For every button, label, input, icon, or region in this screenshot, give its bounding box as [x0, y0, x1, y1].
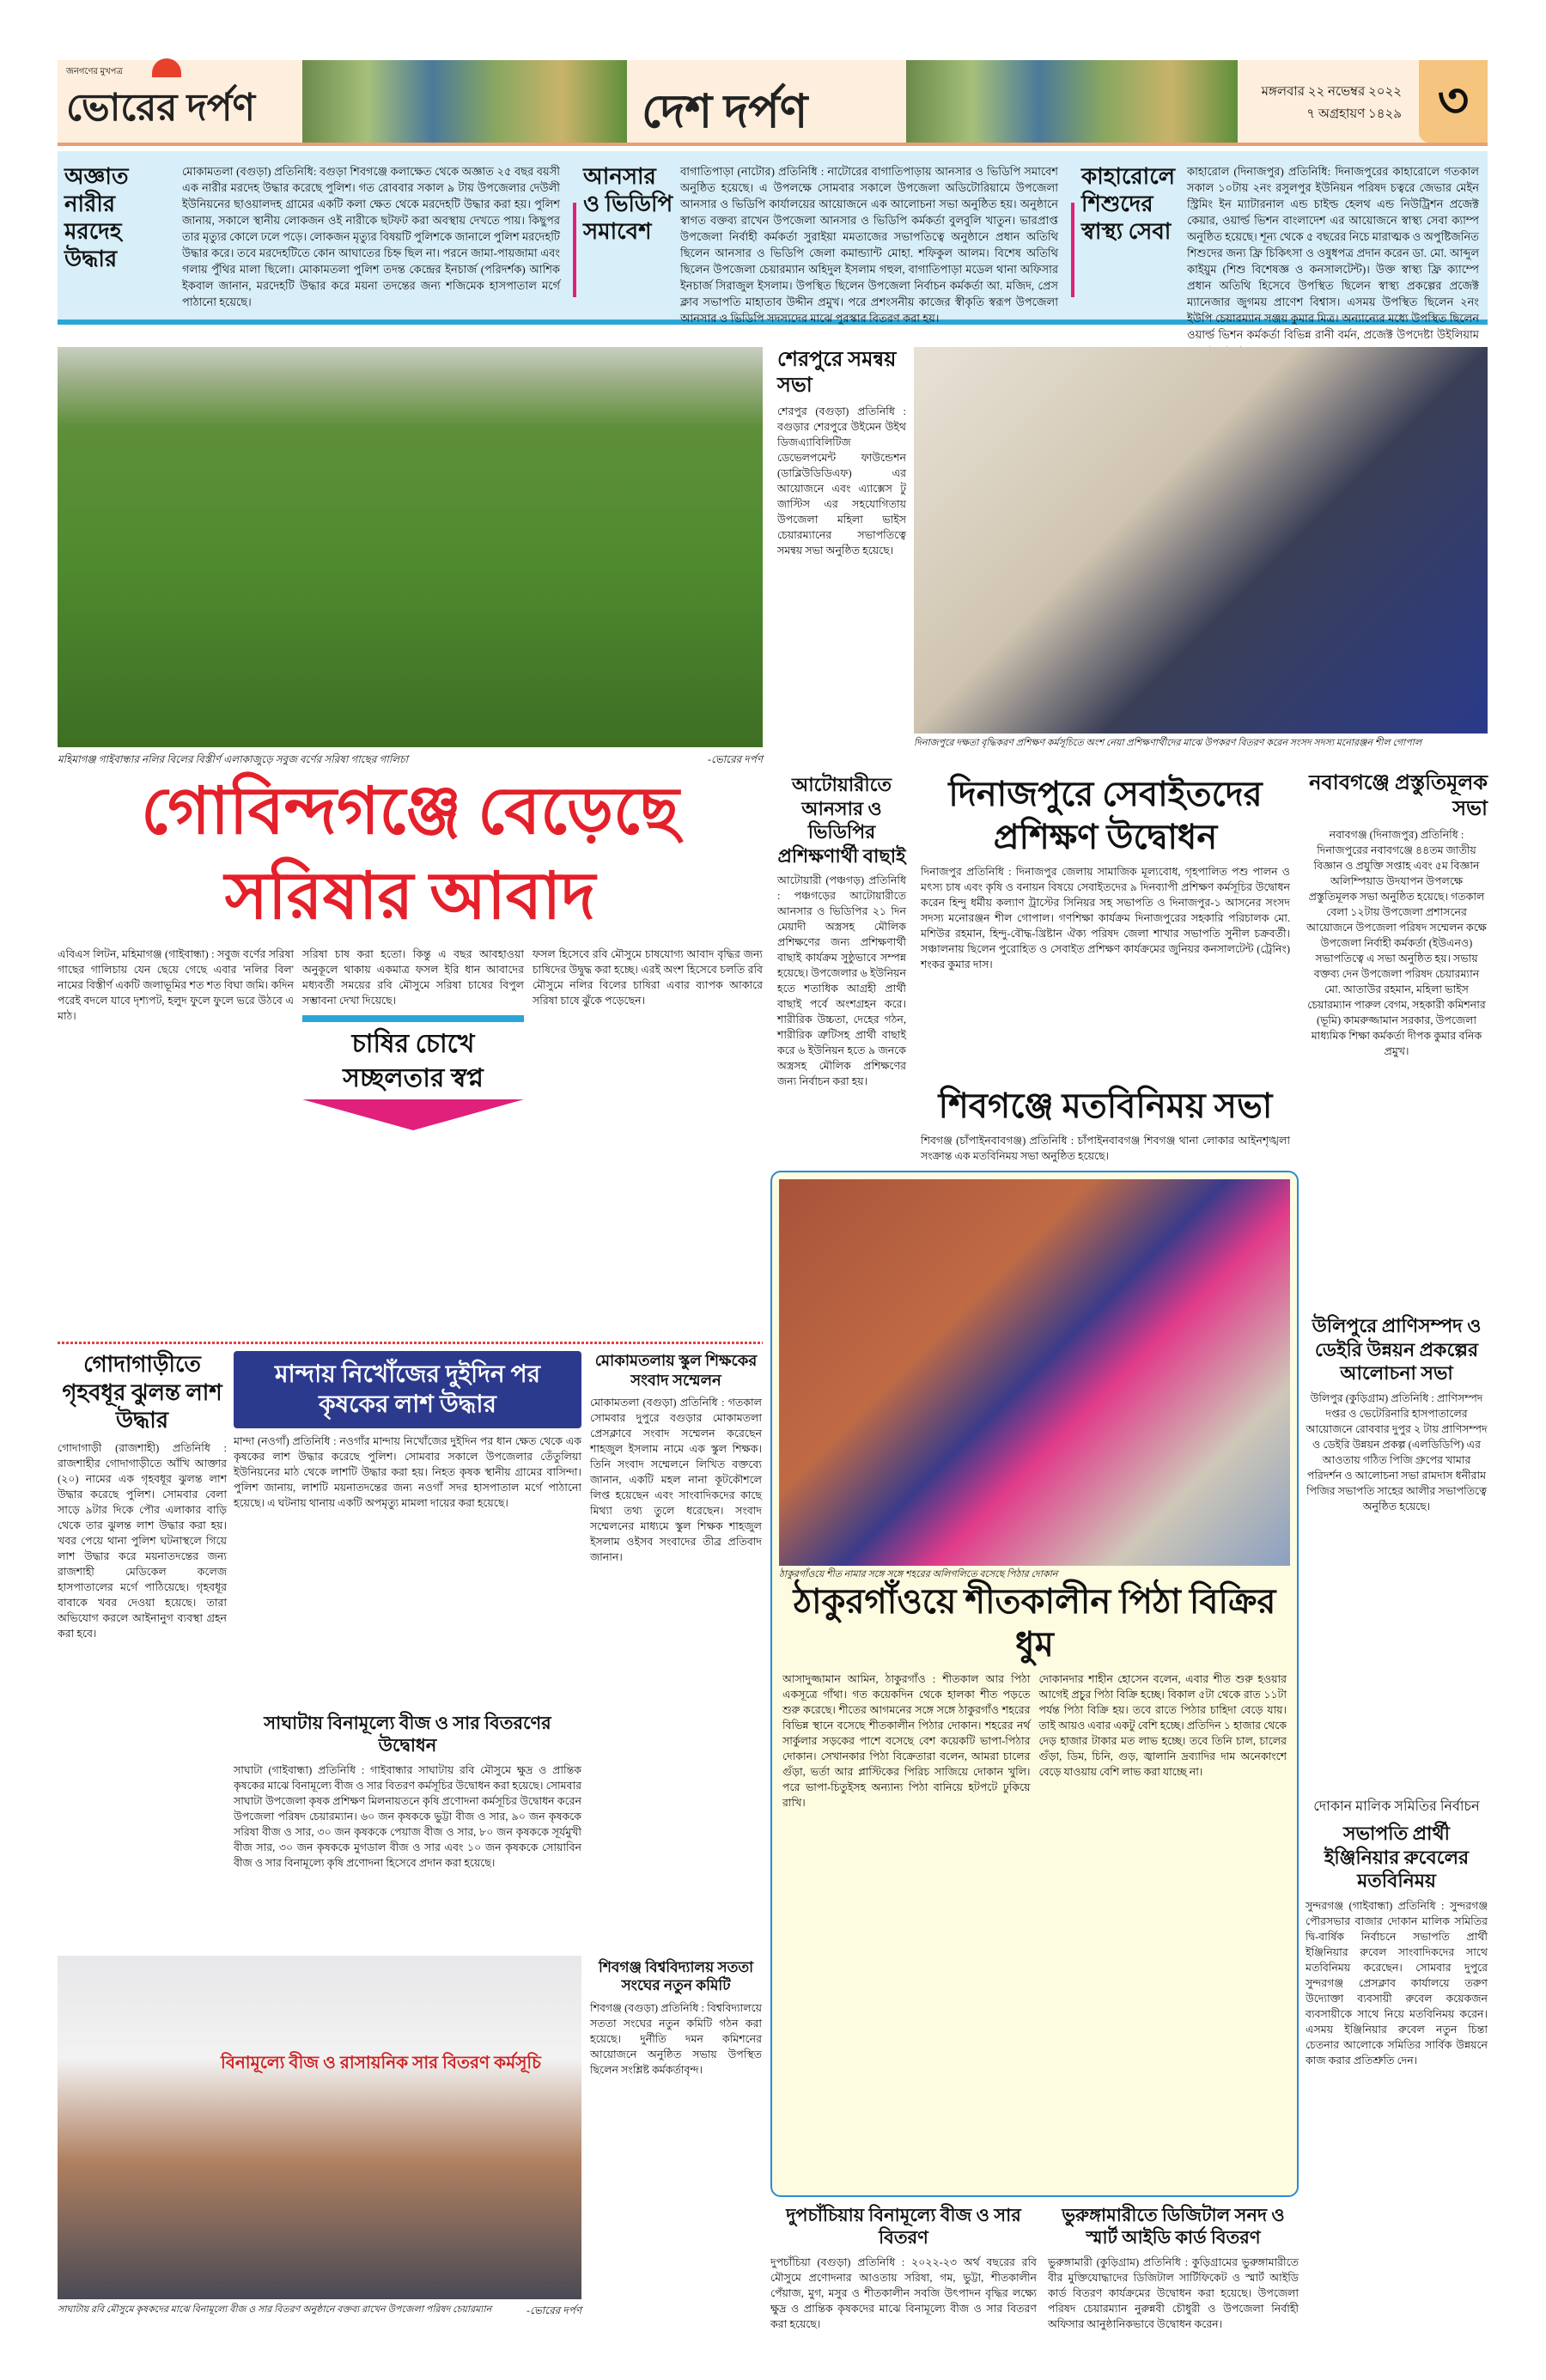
shibganj-uni-article	[590, 1958, 762, 2353]
sherpur-article	[777, 347, 906, 764]
bhurungamari-body: ভুরুঙ্গামারী (কুড়িগ্রাম) প্রতিনিধি : কুড়িগ্রামের ভুরুঙ্গামারীতে বীর মুক্তিযোদ্ধাদের ডিজিটাল সার্টিফিকেট ও স্মার্ট আইডি কার্ড বিতরণ কার্যক্রমের উদ্বোধন করা হয়েছে। উপজেলা পরিষদ চেয়ারম্যান নুরুন্নবী চৌধুরী ও উপজেলা নির্বাহী অফিসার আনুষ্ঠানিকভাবে উদ্বোধন করেন।	[1048, 2255, 1299, 2330]
teaser-body: মোকামতলা (বগুড়া) প্রতিনিধি: বগুড়া শিবগঞ্জে কলাক্ষেত থেকে অজ্ঞাত ২৫ বছর বয়সী এক নারীর মরদেহ উদ্ধার করেছে পুলিশ। গত রোববার সকাল ৯ টায় উপজেলার দেউলী ইউনিয়নের ছাওয়ালদহ গ্রামের একটি কলা ক্ষেত থেকে মরদেহটি উদ্ধার করা হয়। পুলিশ জানায়, সকালে স্থানীয় লোকজন ওই নারীকে ছটফট করা অবস্থায় দেখতে পায়। কিছুপর তার মৃত্যুর কোলে ঢলে পড়ে। লোকজন মৃত্যুর বিষয়টি পুলিশকে জানালে পুলিশ মরদেহটি উদ্ধার করে। তবে মরদেহটিতে কোন আঘাতের চিহ্ন ছিল না। পরনে জামা-পায়জামা এবং গলায় পুঁথির মালা ছিলো। মোকামতলা পুলিশ তদন্ত কেন্দ্রের ইনচার্জ (পরিদর্শক) আশিক ইকবাল জানান, মরদেহটি উদ্ধার করে ময়না তদন্তের জন্য শজিমেক হাসপাতাল মর্গে পাঠানো হয়েছে।	[182, 165, 560, 308]
subhead-arrow	[302, 1099, 524, 1130]
divider	[1071, 203, 1074, 297]
dupchanchia-headline: দুপচাঁচিয়ায় বিনামূল্যে বীজ ও সার বিতরণ	[786, 2205, 1021, 2249]
sundarganj-article	[1306, 1795, 1488, 2362]
newspaper-logo: ভোরের দর্পণ	[66, 87, 256, 129]
lead-body-col: সরিষা চাষ করা হতো। কিন্তু এ বছর আবহাওয়া অনুকূলে থাকায় একমাত্র ফসল ইরি ধান আবাদের মধ্যবর্তী সময়ের রবি মৌসুমে সরিষা চাষের বিপুল সম্ভাবনা দেখা দিয়েছে।	[302, 947, 524, 1007]
teaser-headline: কাহারোলে শিশুদের স্বাস্থ্য সেবা	[1081, 164, 1176, 244]
dinajpur-body: দিনাজপুর প্রতিনিধি : দিনাজপুর জেলায় সামাজিক মূল্যবোধ, গৃহপালিত পশু পালন ও মৎস্য চাষ এবং কৃষি ও বনায়ন বিষয়ে সেবাইতদের ৯ দিনব্যাপী প্রশিক্ষণ কর্মসূচির উদ্বোধন করেন হিন্দু ধর্মীয় কল্যাণ ট্রাস্টের সিনিয়র সহ সভাপতি ও দিনাজপুর-১ আসনের সংসদ সদস্য মনোরঞ্জন শীল গোপাল। গণশিক্ষা কার্যক্রম দিনাজপুরের সহকারি পরিচালক মো. মশিউর রহমান, হিন্দু-বৌদ্ধ-খ্রিষ্টান ঐক্য পরিষদ জেলা শাখার সভাপতি সুনীল চক্রবর্তী। সঞ্চালনায় ছিলেন পুরোহিত ও সেবাইত প্রশিক্ষণ কার্যক্রমের জুনিয়র কনসালটেন্ট (ট্রেনিং) শংকর কুমার দাস।	[921, 866, 1290, 971]
sherpur-body: শেরপুর (বগুড়া) প্রতিনিধি : বগুড়ার শেরপুরে উইমেন উইথ ডিজএ্যাবিলিটিজ ডেভেলপমেন্ট ফাউন্ডেশন (ডাব্লিউডিডিএফ) এর আয়োজনে এবং এ্যাক্সেস টু জাস্টিস এর সহযোগিতায় উপজেলা মহিলা ভাইস চেয়ারম্যানের সভাপতিত্বে সমন্বয় সভা অনুষ্ঠিত হয়েছে।	[777, 405, 906, 557]
pitha-columns	[779, 1671, 1290, 2188]
atwari-headline: আটোয়ারীতে আনসার ও ভিডিপির প্রশিক্ষণার্থী বাছাই	[777, 774, 906, 867]
date-bengali: ৭ অগ্রহায়ণ ১৪২৯	[1306, 107, 1402, 121]
godagari-headline: গোদাগাড়ীতে গৃহবধূর ঝুলন্ত লাশ উদ্ধার	[62, 1352, 222, 1433]
masthead-tagline: জনগণের মুখপত্র	[66, 67, 123, 76]
pitha-stall-photo	[779, 1179, 1290, 1566]
teaser-strip	[58, 151, 1488, 341]
dupchanchia-article	[770, 2204, 1037, 2363]
teaser-headline: অজ্ঞাত নারীর মরদেহ উদ্ধার	[64, 164, 129, 271]
photo-caption: ঠাকুরগাঁওয়ে শীত নামার সঙ্গে সঙ্গে শহরের অলিগলিতে বসেছে পিঠার দোকান	[779, 1569, 1058, 1580]
photo-caption: সাঘাটায় রবি মৌসুমে কৃষকদের মাঝে বিনামূল্যে বীজ ও সার বিতরণ অনুষ্ঠানে বক্তব্য রাখেন উপজেলা পরিষদ চেয়ারম্যান	[58, 2304, 492, 2315]
photo-caption: মহিমাগঞ্জ গাইবান্ধার নলির বিলের বিস্তীর্ণ এলাকাজুড়ে সবুজ বর্ণের সরিষা গাছের গালিচা	[58, 753, 409, 765]
nawabganj-headline: নবাবগঞ্জে প্রস্তুতিমূলক সভা	[1309, 772, 1488, 820]
manda-body: মান্দা (নওগাঁ) প্রতিনিধি : নওগাঁর মান্দায় নিখোঁজের দুইদিন পর ধান ক্ষেত থেকে এক কৃষকের লাশ উদ্ধার করেছে পুলিশ। সোমবার সকালে উপজেলার তেঁতুলিয়া ইউনিয়নের মাঠ থেকে লাশটি উদ্ধার করা হয়। নিহত কৃষক স্থানীয় গ্রামের বাসিন্দা। পুলিশ জানায়, লাশটি ময়নাতদন্তের জন্য নওগাঁ সদর হাসপাতাল মর্গে পাঠানো হয়েছে। এ ঘটনায় থানায় একটি অপমৃত্যু মামলা দায়ের করা হয়েছে।	[234, 1435, 581, 1509]
dupchanchia-body: দুপচাঁচিয়া (বগুড়া) প্রতিনিধি : ২০২২-২৩ অর্থ বছরের রবি মৌসুমে প্রণোদনার আওতায় সরিষা, গম, ভুট্টা, শীতকালীন পেঁয়াজ, মুগ, মসুর ও শীতকালীন সবজি উৎপাদন বৃদ্ধির লক্ষ্যে ক্ষুদ্র ও প্রান্তিক কৃষকদের মাঝে বিনামূল্যে বীজ ও সার বিতরণ করা হয়েছে।	[770, 2255, 1037, 2330]
manda-headline: মান্দায় নিখোঁজের দুইদিন পর কৃষকের লাশ উদ্ধার	[234, 1351, 581, 1428]
shaghata-body: সাঘাটা (গাইবান্ধা) প্রতিনিধি : গাইবান্ধার সাঘাটায় রবি মৌসুমে ক্ষুদ্র ও প্রান্তিক কৃষকের মাঝে বিনামূল্যে বীজ ও সার বিতরণ কর্মসূচির উদ্বোধন করা হয়েছে। সোমবার সাঘাটা উপজেলা কৃষক প্রশিক্ষণ মিলনায়তনে কৃষি প্রণোদনা কর্মসূচির উদ্বোধন করেন উপজেলা পরিষদ চেয়ারম্যান। ৬০ জন কৃষককে ভুট্টা বীজ ও সার, ৯০ জন কৃষককে সরিষা বীজ ও সার, ৩০ জন কৃষককে পেয়াজ বীজ ও সার, ৮০ জন কৃষককে সূর্যমুখী বীজ সার, ৩০ জন কৃষককে মুগডাল বীজ ও সার এবং ১০ জন কৃষককে সোয়াবিন বীজ ও সার বিনামূল্যে কৃষি প্রণোদনা হিসেবে প্রদান করা হয়েছে।	[234, 1763, 581, 1869]
lead-headline: গোবিন্দগঞ্জে বেড়েছে সরিষার আবাদ	[141, 776, 679, 933]
shibganj-uni-headline: শিবগঞ্জ বিশ্ববিদ্যালয় সততা সংঘের নতুন কমিটি	[598, 1959, 754, 1994]
lead-middle-col	[302, 947, 524, 1336]
dinajpur-headline: দিনাজপুরে সেবাইতদের প্রশিক্ষণ উদ্বোধন	[948, 775, 1263, 856]
manda-article	[234, 1351, 581, 1705]
ulipur-body: উলিপুর (কুড়িগ্রাম) প্রতিনিধি : প্রাণিসম্পদ দপ্তর ও ভেটেরিনারি হাসপাতালের আয়োজনে রোববার দুপুর ২ টায় প্রাণিসম্পদ ও ডেইরি উন্নয়ন প্রকল্প (এলডিডিপি) এর আওতায় গঠিত পিজি গ্রুপের খামার পরিদর্শন ও আলোচনা সভা রামদাস ধনীরাম পিজির সভাপতি সাহের আলীর সভাপতিত্বে অনুষ্ঠিত হয়েছে।	[1306, 1391, 1488, 1513]
lead-subhead: চাষির চোখে সচ্ছলতার স্বপ্ন	[343, 1029, 484, 1093]
shibganj-body: শিবগঞ্জ (চাঁপাইনবাবগঞ্জ) প্রতিনিধি : চাঁপাইনবাবগঞ্জ শিবগঞ্জ থানা লোকার আইনশৃঙ্খলা সংক্রান্ত এক মতবিনিময় সভা অনুষ্ঠিত হয়েছে।	[921, 1135, 1290, 1162]
nawabganj-body: নবাবগঞ্জ (দিনাজপুর) প্রতিনিধি : দিনাজপুরের নবাবগঞ্জে ৪৪তম জাতীয় বিজ্ঞান ও প্রযুক্তি সপ্তাহ এবং ৫ম বিজ্ঞান অলিম্পিয়াড উদযাপন উপলক্ষে প্রস্তুতিমূলক সভা অনুষ্ঠিত হয়েছে। গতকাল বেলা ১২টায় উপজেলা প্রশাসনের আয়োজনে উপজেলা পরিষদ সম্মেলন কক্ষে উপজেলা নির্বাহী কর্মকর্তা (ইউএনও) সভাপতিত্বে এ সভা অনুষ্ঠিত হয়। সভায় বক্তব্য দেন উপজেলা পরিষদ চেয়ারম্যান মো. আতাউর রহমান, মহিলা ভাইস চেয়ারম্যান পারুল বেগম, সহকারী কমিশনার (ভূমি) কামরুজ্জামান সরকার, উপজেলা মাধ্যমিক শিক্ষা কর্মকর্তা দীপক কুমার বনিক প্রমুখ।	[1306, 829, 1487, 1057]
seed-photo-caption-row	[58, 2304, 581, 2317]
sundarganj-headline: সভাপতি প্রার্থী ইঞ্জিনিয়ার রুবেলের মতবিনিময়	[1324, 1823, 1470, 1891]
lead-subhead-box	[302, 1015, 524, 1130]
godagari-body: গোদাগাড়ী (রাজশাহী) প্রতিনিধি : রাজশাহীর গোদাগাড়ীতে আঁখি আক্তার (২০) নামের এক গৃহবধূর ঝুলন্ত লাশ উদ্ধার করেছে পুলিশ। সোমবার বেলা সাড়ে ৯টার দিকে পৌর এলাকার বাড়ি থেকে তার ঝুলন্ত লাশ উদ্ধার করা হয়। খবর পেয়ে থানা পুলিশ ঘটনাস্থলে গিয়ে লাশ উদ্ধার করে ময়নাতদন্তের জন্য রাজশাহী মেডিকেল কলেজ হাসপাতালের মর্গে পাঠিয়েছে। গৃহবধূর বাবাকে খবর দেওয়া হয়েছে। তারা অভিযোগ করলে আইনানুগ ব্যবস্থা গ্রহন করা হবে।	[58, 1441, 227, 1640]
photo-credit: -ভোরের দর্পণ	[707, 753, 763, 765]
mokamtola-body: মোকামতলা (বগুড়া) প্রতিনিধি : গতকাল সোমবার দুপুরে বগুড়ার মোকামতলা প্রেসক্লাবে সংবাদ সম্মেলন করেছেন শাহজুল ইসলাম নামে এক স্কুল শিক্ষক। তিনি সংবাদ সম্মেলনে লিখিত বক্তব্যে জানান, একটি মহল নানা কূটকৌশলে লিপ্ত হয়েছেন এবং সাংবাদিকদের কাছে মিথ্যা তথ্য তুলে ধরেছেন। সংবাদ সম্মেলনের মাধ্যমে স্কুল শিক্ষক শাহজুল ইসলাম ওইসব সংবাদের তীব্র প্রতিবাদ জানান।	[590, 1397, 762, 1563]
ulipur-headline: উলিপুরে প্রাণিসম্পদ ও ডেইরি উন্নয়ন প্রকল্পের আলোচনা সভা	[1312, 1315, 1482, 1384]
pitha-body-col: আসাদুজ্জামান আমিন, ঠাকুরগাঁও : শীতকাল আর পিঠা একসূত্রে গাঁথা। গত কয়েকদিন থেকে হালকা শীত পড়তে শুরু করেছে। শীতের আগমনের সঙ্গে সঙ্গে ঠাকুরগাঁও শহরের বিভিন্ন স্থানে বসেছে শীতকালীন পিঠার দোকান। শহরের নর্থ সার্কুলার সড়কের পাশে বসেছে বেশ কয়েকটি ভাপা-পিঠার দোকান। সেখানকার পিঠা বিক্রেতারা বলেন, আমরা চালের গুঁড়া, ভর্তা আর প্লাস্টিকের পিরিচ সাজিয়ে দোকান খুলি। পরে ভাপা-চিতুইসহ অন্যান্য পিঠা বানিয়ে হটপটে ঢুকিয়ে রাখি।	[782, 1673, 1031, 1809]
pitha-headline: ঠাকুরগাঁওয়ে শীতকালীন পিঠা বিক্রির ধুম	[793, 1582, 1276, 1664]
sundarganj-body: সুন্দরগঞ্জ (গাইবান্ধা) প্রতিনিধি : সুন্দরগঞ্জ পৌরসভার বাজার দোকান মালিক সমিতির দ্বি-বার্ষিক নির্বাচনে সভাপতি প্রার্থী ইঞ্জিনিয়ার রুবেল সাংবাদিকদের সাথে মতবিনিময় করেছেন। সোমবার দুপুরে সুন্দরগঞ্জ প্রেসক্লাব কার্যালয়ে তরুণ উদ্যোক্তা ব্যবসায়ী রুবেল কয়েকজন ব্যবসায়ীকে সাথে নিয়ে মতবিনিময় করেন। এসময় ইঞ্জিনিয়ার রুবেল নতুন চিন্তা চেতনার আলোকে সমিতির সার্বিক উন্নয়নে কাজ করার প্রতিশ্রুতি দেন।	[1306, 1899, 1488, 2067]
section-title: দেশ দর্পণ	[642, 86, 808, 137]
mokamtola-article	[590, 1351, 762, 1944]
divider	[573, 203, 576, 297]
nawabganj-article	[1306, 770, 1488, 1307]
mokamtola-headline: মোকামতলায় স্কুল শিক্ষকের সংবাদ সম্মেলন	[594, 1352, 758, 1389]
bhurungamari-article	[1048, 2204, 1299, 2363]
shibganj-uni-body: শিবগঞ্জ (বগুড়া) প্রতিনিধি : বিশ্ববিদ্যালয়ে সততা সংঘের নতুন কমিটি গঠন করা হয়েছে। দুর্নীতি দমন কমিশনের আয়োজনে অনুষ্ঠিত সভায় উপস্থিত ছিলেন সংশ্লিষ্ট কর্মকর্তাবৃন্দ।	[590, 2001, 762, 2076]
banner-text: বিনামূল্যে বীজ ও রাসায়নিক সার বিতরণ কর্মসূচি	[221, 2054, 541, 2073]
bhurungamari-headline: ভুরুঙ্গামারীতে ডিজিটাল সনদ ও স্মার্ট আইডি কার্ড বিতরণ	[1062, 2205, 1285, 2249]
lead-body-col: এবিএস লিটন, মহিমাগঞ্জ (গাইবান্ধা) : সবুজ বর্ণের সরিষা গাছের গালিচায় যেন ছেয়ে গেছে এবার 'নলির বিল' নামের বিস্তীর্ণ একটি জলাভূমির শত শত বিঘা জমি। কদিন পরেই বদলে যাবে দৃশ্যপট, হলুদ ফুলে ফুলে ভরে উঠবে এ মাঠ।	[58, 947, 294, 1022]
dinajpur-shibganj-column	[921, 773, 1290, 1164]
atwari-article	[777, 773, 906, 1164]
photo-caption: দিনাজপুরে দক্ষতা বৃদ্ধিকরণ প্রশিক্ষণ কর্মসূচিতে অংশ নেয়া প্রশিক্ষণার্থীদের মাঝে উপকরণ বিতরণ করেন সংসদ সদস্য মনোরঞ্জন শীল গোপাল	[914, 738, 1422, 748]
sun-logo-icon	[152, 58, 181, 77]
atwari-body: আটোয়ারী (পঞ্চগড়) প্রতিনিধি : পঞ্চগড়ের আটোয়ারীতে আনসার ও ভিডিপির ২১ দিন মেয়াদী অস্ত্রসহ মৌলিক প্রশিক্ষণের জন্য প্রশিক্ষণার্থী বাছাই কার্যক্রম সুষ্ঠুভাবে সম্পন্ন হয়েছে। উপজেলার ৬ ইউনিয়ন হতে শতাধিক আগ্রহী প্রার্থী বাছাই পর্বে অংশগ্রহন করে। শারীরিক উচ্চতা, দেহের গঠন, শারীরিক ত্রুটিসহ প্রার্থী বাছাই করে ৬ ইউনিয়ন হতে ৯ জনকে অস্ত্রসহ মৌলিক প্রশিক্ষণের জন্য নির্বাচন করা হয়।	[777, 874, 906, 1087]
masthead	[58, 60, 1488, 146]
sundarganj-label: দোকান মালিক সমিতির নির্বাচন	[1313, 1799, 1480, 1814]
lead-columns	[58, 947, 763, 1336]
divider	[58, 1342, 763, 1344]
pitha-body-col: দোকানদার শাহীন হোসেন বলেন, এবার শীত শুরু হওয়ার আগেই প্রচুর পিঠা বিক্রি হচ্ছে। বিকাল ৫টা থেকে রাত ১১টা পর্যন্ত পিঠা বিক্রি হয়। তবে রাতে পিঠার চাহিদা বেড়ে যায়। তাই আয়ও এবার একটু বেশি হচ্ছে। প্রতিদিন ১ হাজার থেকে দেড় হাজার টাকার মত লাভ হচ্ছে। তবে তিনি চাল, চালের গুঁড়া, ডিম, চিনি, গুড়, জ্বালানি দ্রব্যাদির দাম অনেকাংশে বেড়ে যাওয়ায় বেশি লাভ করা যাচ্ছে না।	[1038, 1673, 1287, 1778]
teaser-headline: আনসার ও ভিডিপি সমাবেশ	[583, 164, 673, 244]
lead-body-col: ফসল হিসেবে রবি মৌসুমে চাষযোগ্য আবাদ বৃদ্ধির জন্য চাষিদের উদ্বুদ্ধ করা হচ্ছে। এরই অংশ হিসেবে চলতি রবি মৌসুমে নলির বিলের চাষিরা এবার ব্যাপক আকারে সরিষা চাষে ঝুঁকে পড়েছেন।	[533, 947, 763, 1007]
pitha-feature-box	[770, 1171, 1299, 2197]
page-number: ৩	[1419, 60, 1488, 143]
godagari-article	[58, 1351, 227, 1944]
teaser-body: কাহারোল (দিনাজপুর) প্রতিনিধি: দিনাজপুরের কাহারোলে গতকাল সকাল ১০টায় ২নং রসুলপুর ইউনিয়ন পরিষদ চত্বরে জেভার মেইন স্ট্রিমিং ইন ম্যাটারনাল এন্ড চাইল্ড হেলথ এন্ড নিউট্রিশন প্রজেক্ট কেয়ার, ওয়ার্ল্ড ভিশন বাংলাদেশ এর আয়োজনে স্বাস্থ্য সেবা ক্যাম্প অনুষ্ঠিত হয়েছে। শূন্য থেকে ৫ বছরের নিচে মারাত্মক ও অপুষ্টিজনিত শিশুদের জন্য ফ্রি চিকিৎসা ও ওষুধপত্র প্রদান করেন ডা. মো. আব্দুল কাইয়ুম (শিশু বিশেষজ্ঞ ও কনসালটেন্ট)। উক্ত স্বাস্থ্য ফ্রি ক্যাম্পে প্রধান অতিথি হিসেবে উপস্থিত ছিলেন স্বাস্থ্য প্রকল্পের প্রজেক্ট ম্যানেজার জুগময় প্রাণেশ বিশ্বাস। এসময় উপস্থিত ছিলেন ২নং ইউপি চেয়ারম্যান সঞ্জয় কুমার মিত্র। অন্যান্যের মধ্যে উপস্থিত ছিলেন ওয়ার্ল্ড ভিশন কর্মকর্তা বিভিন্ন রানী বর্মন, প্রজেক্ট উপদেষ্টা উইলিয়াম	[1187, 165, 1479, 341]
shaghata-headline: সাঘাটায় বিনামূল্যে বীজ ও সার বিতরণের উদ্বোধন	[264, 1713, 551, 1756]
lead-caption-row	[58, 752, 763, 766]
photo-credit: -ভোরের দর্পণ	[526, 2304, 581, 2316]
shibganj-headline: শিবগঞ্জে মতবিনিময় সভা	[938, 1087, 1273, 1125]
training-photo	[914, 347, 1488, 733]
header-photo-strip-left	[302, 60, 627, 143]
teaser-body: বাগাতিপাড়া (নাটোর) প্রতিনিধি : নাটোরের বাগাতিপাড়ায় আনসার ও ভিডিপি সমাবেশ অনুষ্ঠিত হয়েছে। এ উপলক্ষে সোমবার সকালে উপজেলা অডিটোরিয়ামে উপজেলা আনসার ও ভিডিপি কার্যালয়ের আয়োজনে এক আলোচনা সভা অনুষ্ঠিত হয়। অনুষ্ঠানে স্বাগত বক্তব্য রাখেন উপজেলা আনসার ও ভিডিপি কর্মকর্তা বুলবুলি খাতুন। ভারপ্রাপ্ত উপজেলা নির্বাহী কর্মকর্তা সুরাইয়া মমতাজের সভাপতিত্বে অনুষ্ঠানে প্রধান অতিথি ছিলেন আনসার ও ভিডিপি জেলা কমান্ড্যান্ট মোহা. শফিকুল আলম। বিশেষ অতিথি ছিলেন উপজেলা চেয়ারম্যান অহিদুল ইসলাম গহুল, বাগাতিপাড়া মডেল থানা অফিসার ইনচার্জ সিরাজুল ইসলাম। উপস্থিত ছিলেন উপজেলা নির্বাচন কর্মকর্তা আ. মজিদ, প্রেস ক্লাব সভাপতি মাহাতাব উদ্দীন প্রমুখ। পরে প্রশংসনীয় কাজের স্বীকৃতি স্বরূপ উপজেলা আনসার ও ভিডিপি সদস্যদের মাঝে পুরস্কার বিতরণ করা হয়।	[680, 165, 1058, 325]
sherpur-headline: শেরপুরে সমন্বয় সভা	[777, 349, 897, 397]
lead-article	[58, 752, 763, 1336]
header-photo-strip-right	[906, 60, 1238, 143]
issue-date	[1256, 81, 1402, 125]
shaghata-article	[234, 1712, 581, 1945]
date-gregorian: মঙ্গলবার ২২ নভেম্বর ২০২২	[1261, 85, 1402, 99]
ulipur-article	[1306, 1314, 1488, 1787]
mustard-field-photo	[58, 347, 763, 747]
seed-distribution-photo	[58, 1956, 581, 2299]
